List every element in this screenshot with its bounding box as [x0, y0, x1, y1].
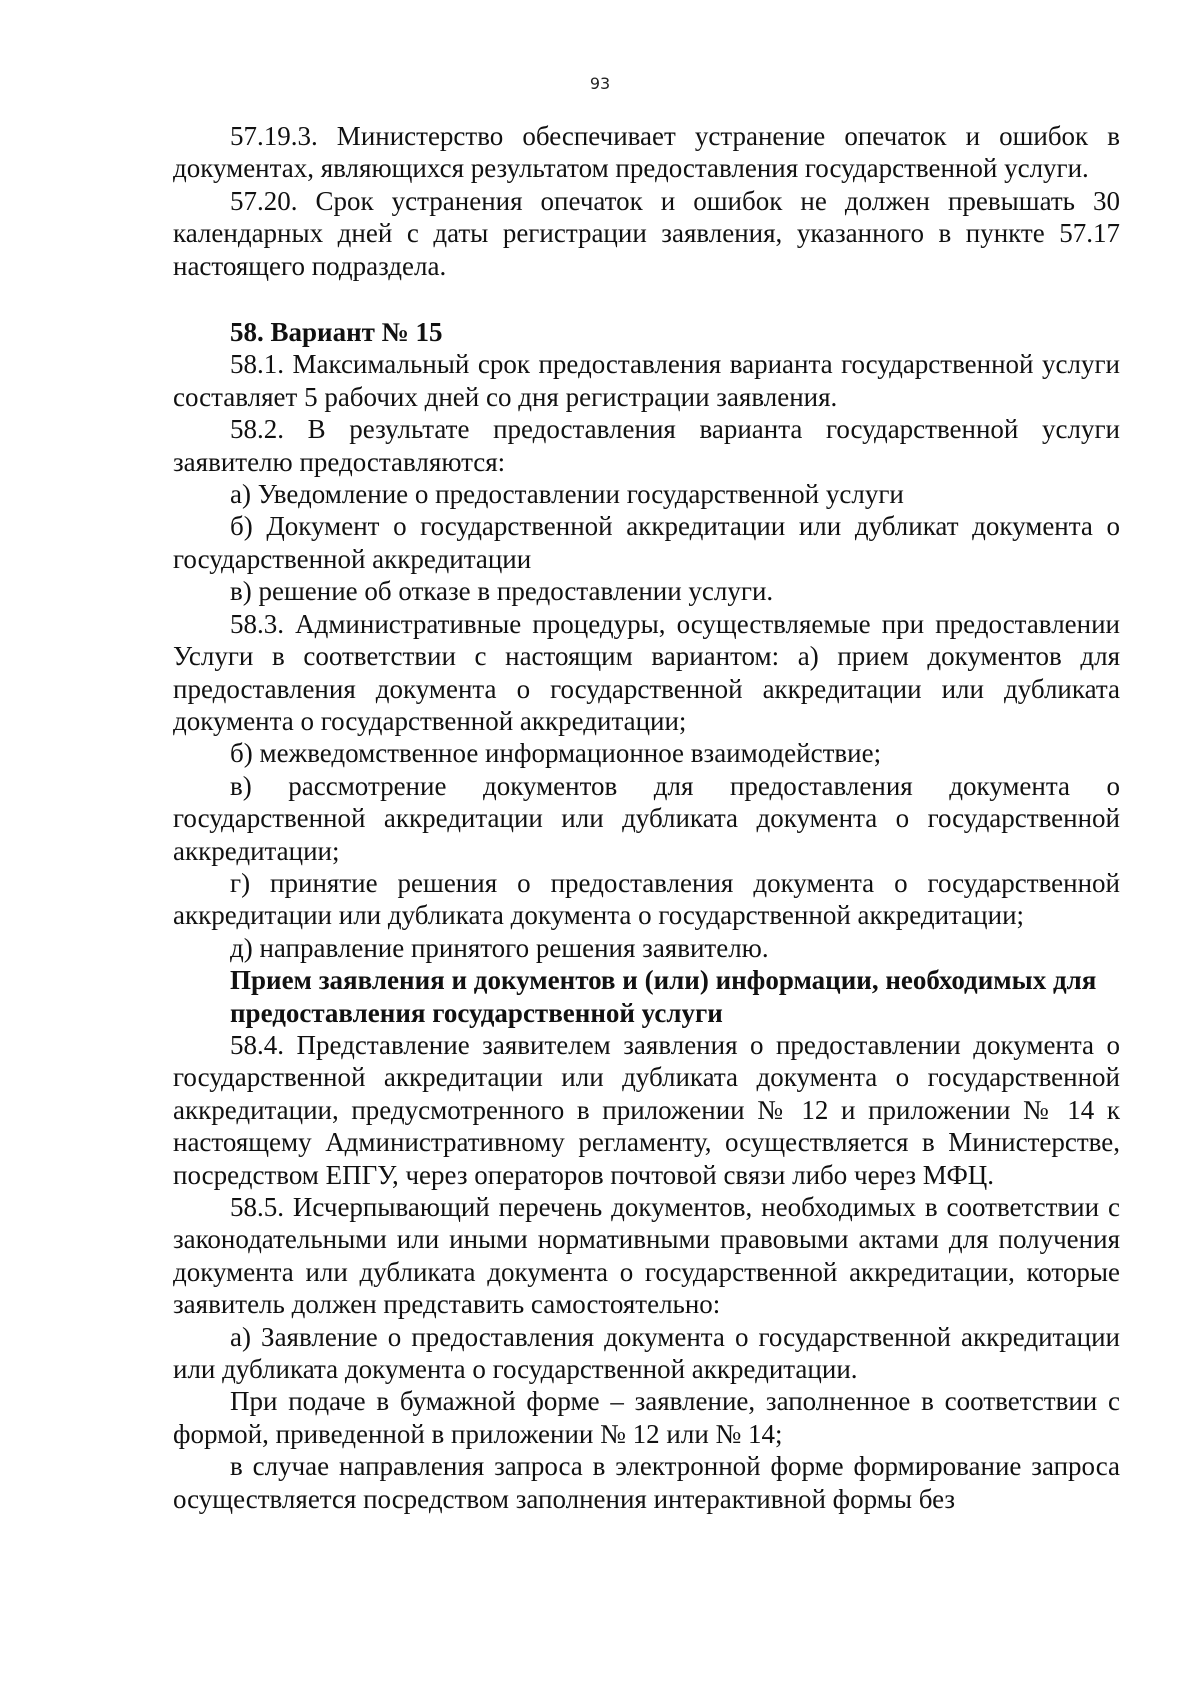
paragraph-electronic-form: в случае направления запроса в электронной форме формирование запроса осуществляется посредством заполнения интерактивной формы без [173, 1451, 1120, 1514]
list-item-a-notice: а) Уведомление о предоставлении государственной услуги [230, 479, 904, 510]
subsection-heading-reception: Прием заявления и документов и (или) информации, необходимых для предоставления государственной услуги [230, 965, 1097, 1028]
list-item-d-sending: д) направление принятого решения заявителю. [230, 932, 769, 963]
list-item-v-refusal: в) решение об отказе в предоставлении услуги. [230, 576, 774, 607]
paragraph-paper-form: При подаче в бумажной форме – заявление, заполненное в соответствии с формой, приведенной в приложении № 12 или № 14; [173, 1386, 1120, 1449]
list-item-g-decision: г) принятие решения о предоставления документа о государственной аккредитации или дубликата документа о государственной аккредитации; [173, 867, 1120, 931]
document-body [173, 120, 1120, 1515]
paragraph-58-2: 58.2. В результате предоставления варианта государственной услуги заявителю предоставляются: [173, 414, 1120, 477]
paragraph-58-5: 58.5. Исчерпывающий перечень документов, необходимых в соответствии с законодательными или иными нормативными правовыми актами для получения документа или дубликата документа о государственной аккредитации, которые заявитель должен представить самостоятельно: [173, 1192, 1120, 1320]
list-item-v-review: в) рассмотрение документов для предоставления документа о государственной аккредитации или дубликата документа о государственной аккредитации; [173, 770, 1120, 866]
list-item-b-document: б) Документ о государственной аккредитации или дубликат документа о государственной аккредитации [173, 511, 1120, 574]
list-item-b-interaction: б) межведомственное информационное взаимодействие; [230, 738, 882, 769]
paragraph-57-20: 57.20. Срок устранения опечаток и ошибок не должен превышать 30 календарных дней с даты регистрации заявления, указанного в пункте 57.17 настоящего подраздела. [173, 185, 1120, 281]
paragraph-58-3: 58.3. Административные процедуры, осуществляемые при предоставлении Услуги в соответствии с настоящим вариантом: а) прием документов для предоставления документа о государственной аккредитации или дубликата документа о государственной аккредитации; [173, 608, 1120, 736]
paragraph-58-4: 58.4. Представление заявителем заявления о предоставлении документа о государственной аккредитации или дубликата документа о государственной аккредитации, предусмотренного в приложении № 12 и приложении № 14 к настоящему Административному регламенту, осуществляется в Министерстве, посредством ЕПГУ, через операторов почтовой связи либо через МФЦ. [173, 1029, 1120, 1190]
paragraph-57-19-3: 57.19.3. Министерство обеспечивает устранение опечаток и ошибок в документах, являющихся результатом предоставления государственной услуги. [173, 121, 1120, 184]
list-item-a-application: а) Заявление о предоставления документа о государственной аккредитации или дубликата документа о государственной аккредитации. [173, 1321, 1120, 1385]
section-heading-58: 58. Вариант № 15 [230, 317, 443, 348]
paragraph-58-1: 58.1. Максимальный срок предоставления варианта государственной услуги составляет 5 рабочих дней со дня регистрации заявления. [173, 349, 1120, 412]
page-number: 93 [589, 74, 611, 93]
